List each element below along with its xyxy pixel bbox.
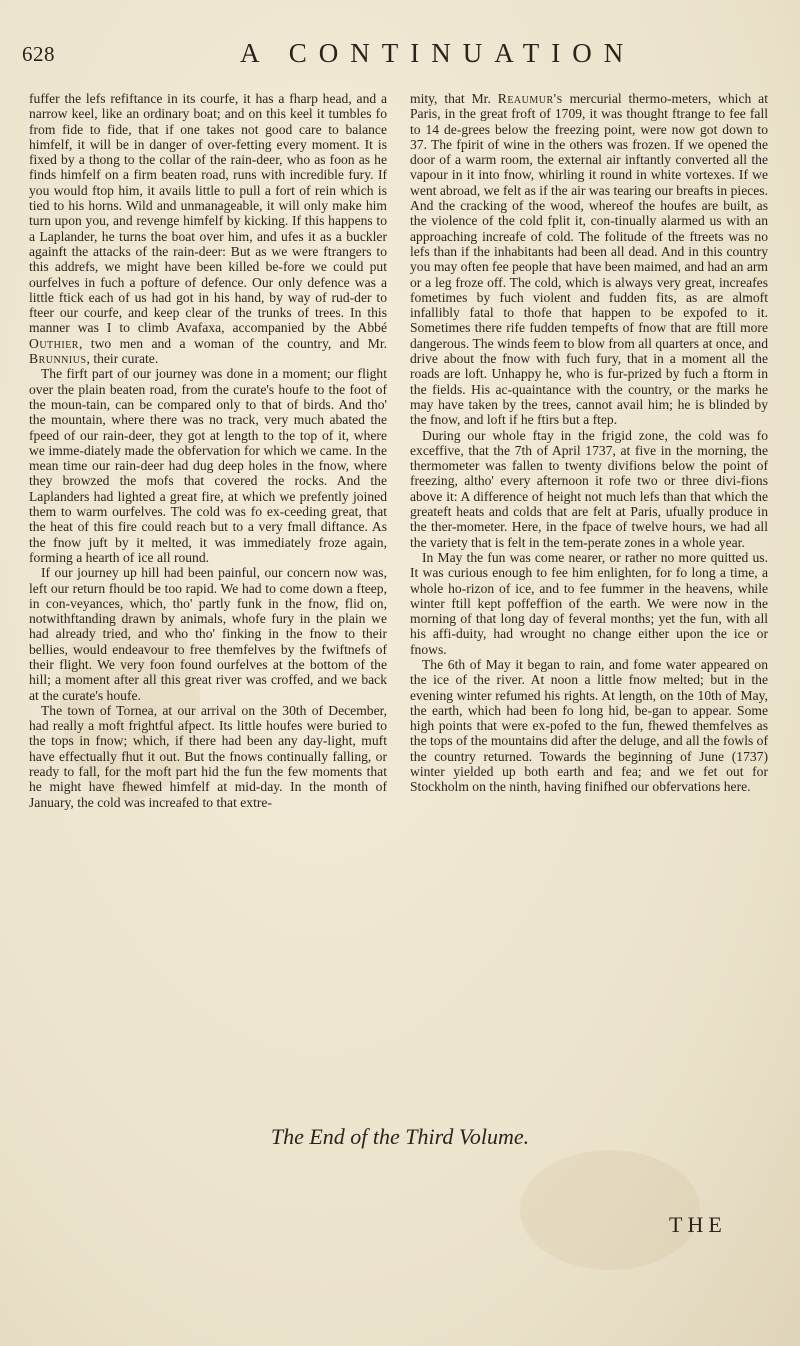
paragraph: fuffer the lefs refiftance in its courfe, it has a fharp head, and a narrow keel, like an ordinary boat; and on this keel it tumbles fo from fide to fide, that if one takes not good care to balance himfelf, it will be in danger of over-fetting every moment. It is fixed by a thong to the collar of the rain-deer, who as foon as he finds himfelf on a firm beaten road, runs with incredible fury. If you would ftop him, it avails little to pull a fort of rein which is tied to his horns. Wild and unmanageable, it will only make him turn upon you, and revenge himfelf by kicking. If this happens to a Laplander, he turns the boat over him, and ufes it as a buckler againft the attacks of the rain-deer: But as we were ftrangers to this addrefs, we might have been killed be-fore we could put ourfelves in fuch a pofture of defence. Our only defence was a little ftick each of us had got in his hand, by way of rud-der to fteer our courfe, and keep clear of the trunks of trees. In this manner was I to climb Avafaxa, accompanied by the Abbé Outhier, two men and a woman of the country, and Mr. Brunnius, their curate. <box>29 91 387 367</box>
page-header <box>0 36 800 76</box>
paragraph: If our journey up hill had been painful, our concern now was, left our return fhould be too rapid. We had to come down a fteep, in con-veyances, which, tho' partly funk in the fnow, flid on, notwithftanding drawn by animals, whofe fury in the plain we had already tried, and who tho' finking in the fnow to their bellies, would endeavour to free themfelves by the fwiftnefs of their flight. We very foon found ourfelves at the bottom of the hill; a moment after all this great river was croffed, and we back at the curate's houfe. <box>29 565 387 703</box>
paragraph: mity, that Mr. Reaumur's mercurial thermo-meters, which at Paris, in the great froft of 1709, it was thought ftrange to fee fall to 14 de-grees below the freezing point, were now got down to 37. The fpirit of wine in the others was frozen. If we opened the door of a warm room, the external air inftantly converted all the vapour in it into fnow, whirling it round in white vortexes. If we went abroad, we felt as if the air was tearing our breafts in pieces. And the cracking of the wood, whereof the houfes are built, as the violence of the cold fplit it, con-tinually alarmed us with an approaching increafe of cold. The folitude of the ftreets was no lefs than if the inhabitants had been all dead. And in this country you may often fee people that have been maimed, and had an arm or a leg froze off. The cold, which is always very great, increafes fometimes by fuch violent and fudden fits, as are almoft infallibly fatal to thofe that happen to be expofed to it. Sometimes there rife fudden tempefts of fnow that are ftill more dangerous. The winds feem to blow from all quarters at once, and drive about the fnow with fuch fury, that in a moment all the roads are loft. Unhappy he, who is fur-prized by fuch a ftorm in the fields. His ac-quaintance with the country, or the marks he may have taken by the trees, cannot avail him; he is blinded by the fnow, and loft if he ftirs but a ftep. <box>410 91 768 428</box>
person-name: Brunnius <box>29 351 87 367</box>
paper-stain <box>520 1150 700 1270</box>
end-of-volume-note: The End of the Third Volume. <box>270 1124 530 1149</box>
right-column <box>410 91 768 795</box>
person-name: Reaumur's <box>497 91 563 106</box>
paragraph: In May the fun was come nearer, or rather no more quitted us. It was curious enough to fee him enlighten, for fo long a time, a whole ho-rizon of ice, and to fee fummer in the heavens, while winter ftill kept poffeffion of the earth. We were now in the morning of that long day of feveral months; yet the fun, with all his affi-duity, had wrought no change either upon the ice or fnows. <box>410 549 768 657</box>
left-column <box>29 91 387 810</box>
page-number: 628 <box>22 42 55 66</box>
paragraph: During our whole ftay in the frigid zone, the cold was fo exceffive, that the 7th of April 1737, at five in the morning, the thermometer was fallen to twenty divifions below the point of freezing, altho' every afternoon it rofe two or three divi-fions above it: A difference of height not much lefs than that which the greateft heats and colds that are felt at Paris, ufually produce in the ther-mometer. Here, in the fpace of twelve hours, we had all the variety that is felt in the tem-perate zones in a whole year. <box>410 427 768 550</box>
person-name: Outhier <box>29 335 79 351</box>
paragraph: The town of Tornea, at our arrival on the 30th of December, had really a moft frightful afpect. Its little houfes were buried to the tops in fnow; which, if there had been any day-light, muft have effectually fhut it out. But the fnows continually falling, or ready to fall, for the moft part hid the fun the few moments that he might have fhewed himfelf at mid-day. In the month of January, the cold was increafed to that extre- <box>29 702 387 810</box>
catchword: THE <box>669 1212 727 1237</box>
paragraph: The 6th of May it began to rain, and fome water appeared on the ice of the river. At noon a little fnow melted; but in the evening winter refumed his rights. At length, on the 10th of May, the earth, which had been fo long hid, be-gan to appear. Some high points that were ex-pofed to the fun, fhewed themfelves as the tops of the mountains did after the deluge, and all the fowls of the country returned. Towards the beginning of June (1737) winter yielded up both earth and fea; and we fet out for Stockholm on the ninth, having finifhed our obfervations here. <box>410 656 768 795</box>
paragraph: The firft part of our journey was done in a moment; our flight over the plain beaten road, from the curate's houfe to the foot of the moun-tain, can be compared only to that of birds. And tho' the mountain, where there was no track, very much abated the fpeed of our rain-deer, they got at length to the top of it, where we imme-diately made the obfervation for which we came. In the mean time our rain-deer had dug deep holes in the fnow, where they browzed the mofs that covered the rocks. And the Laplanders had lighted a great fire, at which we prefently joined them to warm ourfelves. The cold was fo ex-ceeding great, that the heat of this fire could reach but to a very fmall diftance. As the fnow juft by it melted, it was immediately froze again, forming a hearth of ice all round. <box>29 366 387 565</box>
running-title: A CONTINUATION <box>240 38 636 68</box>
